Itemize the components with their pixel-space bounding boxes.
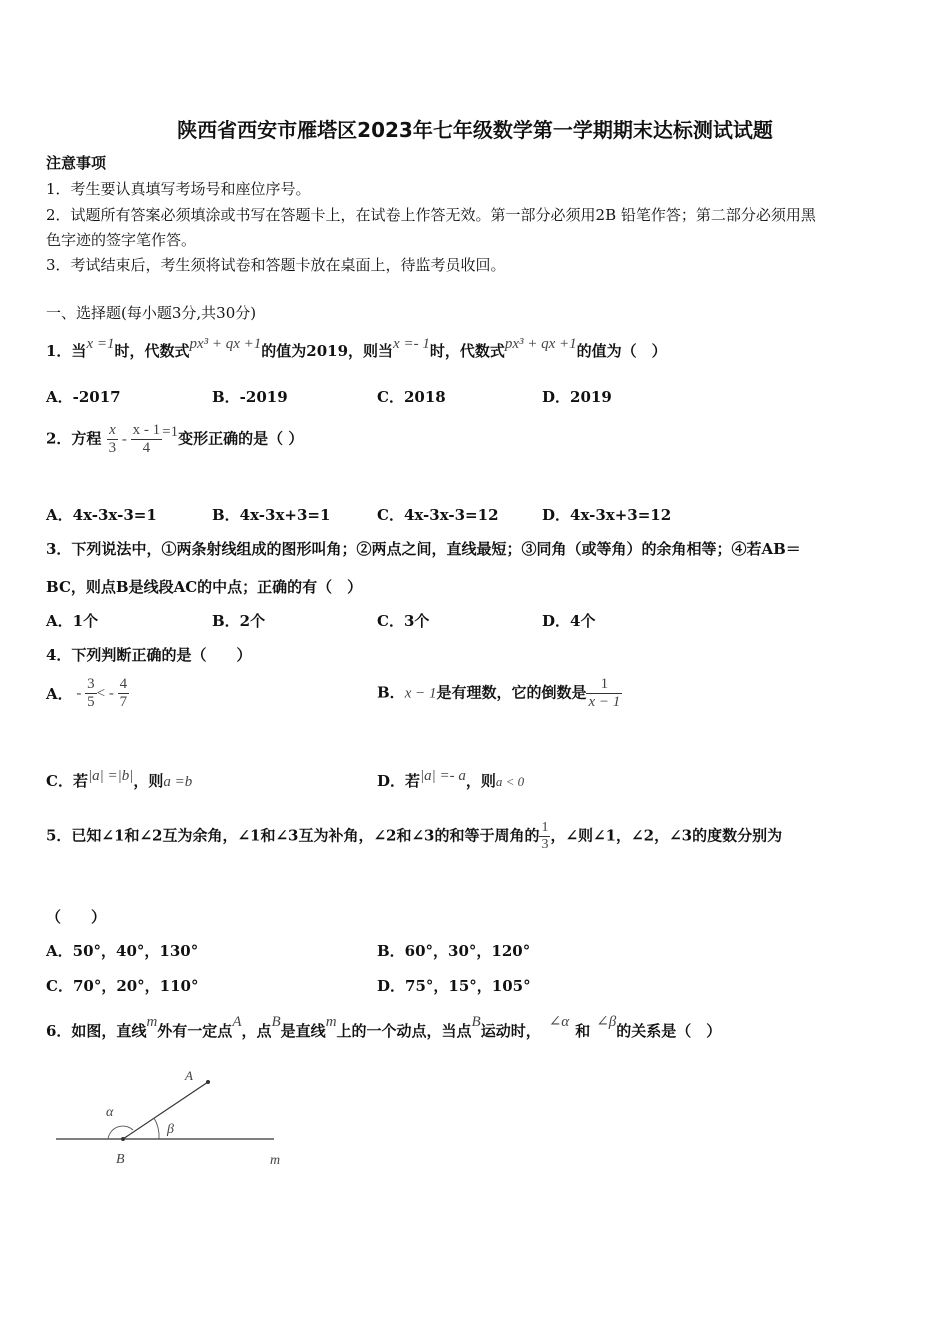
question-1: 1．当x =1时，代数式px³ + qx +1的值为2019，则当x =- 1时，代数式px³ + qx +1的值为（ ） — [46, 336, 667, 360]
point-b — [121, 1137, 125, 1141]
option-a: A．4x-3x-3=1 — [46, 506, 157, 524]
option-d: D．2019 — [542, 388, 612, 406]
fraction: $\frac{x}{3}$ — [108, 422, 117, 456]
option-c: C．3个 — [377, 612, 430, 630]
option-c: C．若|a| =|b|，则a =b — [46, 768, 193, 790]
notice-item: 色字迹的签字笔作答。 — [46, 231, 197, 249]
notice-heading: 注意事项 — [46, 154, 107, 172]
question-3-line-1: 3．下列说法中，①两条射线组成的图形叫角；②两点之间，直线最短；③同角（或等角）的余角相等；④若AB＝ — [46, 540, 801, 558]
point-a — [206, 1080, 210, 1084]
question-2: 2．方程 $\frac{x}{3}$ - $\frac{x - 1}{4}$ =1变形正确的是（ ） — [46, 422, 304, 456]
question-5: 5．已知∠1和∠2互为余角，∠1和∠3互为补角，∠2和∠3的和等于周角的 $\frac{1}{3}$ ，∠则∠1，∠2，∠3的度数分别为 — [46, 820, 783, 852]
question-3-line-2: BC，则点B是线段AC的中点；正确的有（ ） — [46, 578, 363, 596]
option-c: C．2018 — [377, 388, 446, 406]
notice-item: 2．试题所有答案必须填涂或书写在答题卡上，在试卷上作答无效。第一部分必须用2B 铅笔作答；第二部分必须用黑 — [46, 206, 816, 224]
label-beta: β — [167, 1122, 174, 1137]
option-b: B．60°，30°，120° — [377, 942, 531, 960]
option-d: D．4个 — [542, 612, 596, 630]
option-d: D．若|a| =- a，则a < 0 — [377, 768, 525, 790]
option-a: A．50°，40°，130° — [46, 942, 199, 960]
option-d: D．4x-3x+3=12 — [542, 506, 672, 524]
geometry-figure — [50, 1060, 310, 1175]
option-b: B．-2019 — [212, 388, 288, 406]
angle-beta-arc — [154, 1118, 159, 1139]
ray-ba — [123, 1082, 208, 1139]
label-a: A — [185, 1068, 193, 1083]
option-b: B．4x-3x+3=1 — [212, 506, 331, 524]
fraction: $\frac{x - 1}{4}$ — [132, 422, 161, 456]
option-b: B．2个 — [212, 612, 266, 630]
notice-item: 1．考生要认真填写考场号和座位序号。 — [46, 180, 311, 198]
option-d: D．75°，15°，105° — [377, 977, 531, 995]
label-alpha: α — [106, 1105, 114, 1120]
label-b: B — [116, 1152, 125, 1167]
angle-alpha-arc — [108, 1126, 133, 1139]
option-c: C．4x-3x-3=12 — [377, 506, 499, 524]
question-5-paren: （ ） — [46, 908, 107, 926]
question-4: 4．下列判断正确的是（ ） — [46, 646, 252, 664]
option-a: A．-2017 — [46, 388, 121, 406]
option-a: A． - $\frac{3}{5}$ < - $\frac{4}{7}$ — [46, 676, 128, 710]
notice-item: 3．考试结束后，考生须将试卷和答题卡放在桌面上，待监考员收回。 — [46, 256, 506, 274]
option-b: B．x − 1是有理数，它的倒数是 $\frac{1}{x - 1}$ — [377, 676, 621, 710]
question-6: 6．如图，直线m外有一定点A，点B是直线m上的一个动点，当点B运动时， ∠α 和 ∠β的关系是（ ） — [46, 1014, 722, 1040]
page-title: 陕西省西安市雁塔区2023年七年级数学第一学期期末达标测试试题 — [177, 118, 773, 142]
label-m: m — [270, 1153, 281, 1168]
option-c: C．70°，20°，110° — [46, 977, 199, 995]
option-a: A．1个 — [46, 612, 99, 630]
section-heading: 一、选择题(每小题3分,共30分) — [46, 304, 257, 322]
